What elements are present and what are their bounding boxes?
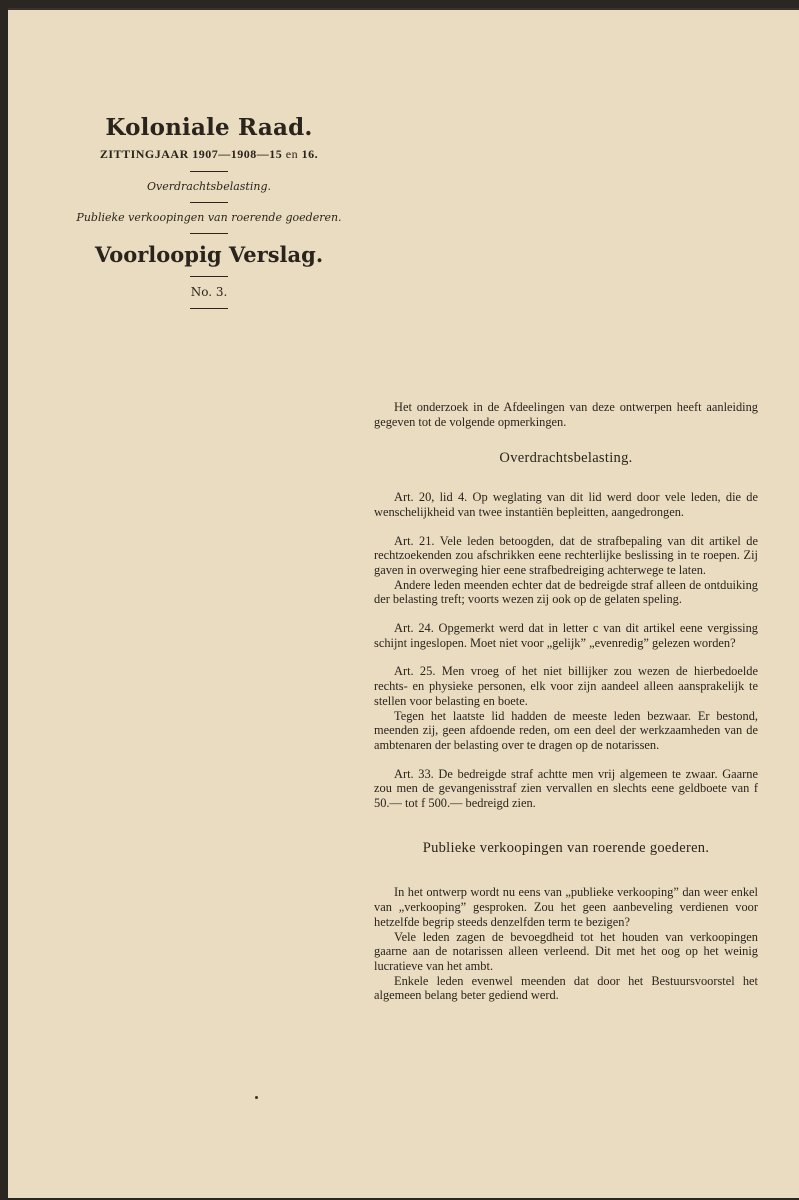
subject-public-sales: Publieke verkoopingen van roerende goederen. [76, 211, 342, 224]
section-title-public-sales: Publieke verkoopingen van roerende goederen. [422, 839, 710, 856]
document-number: No. 3. [190, 285, 228, 299]
title-block [68, 8, 350, 317]
section-title-transfer-tax: Overdrachtsbelasting. [499, 450, 633, 467]
ink-speck [255, 1096, 258, 1099]
art25-followup: Tegen het laatste lid hadden de meeste leden bezwaar. Er bestond, meenden zij, geen afdoende reden, om een deel der werkzaamheden van de ambtenaren der belasting over te dragen op de notarissen. [374, 708, 758, 752]
art20-paragraph: Art. 20, lid 4. Op weglating van dit lid werd door vele leden, die de wenschelijkheid van twee instantiën bepleitten, aangedrongen. [374, 490, 758, 519]
session-years: ZITTINGJAAR 1907—1908—15 [99, 147, 283, 161]
report-body [374, 400, 758, 1003]
council-title: Koloniale Raad. [105, 114, 313, 141]
art24-paragraph: Art. 24. Opgemerkt werd dat in letter c van dit artikel eene vergissing schijnt ingeslopen. Moet niet voor „gelijk” „evenredig” gelezen worden? [374, 621, 758, 650]
public-sales-paragraph-2: Vele leden zagen de bevoegdheid tot het houden van verkoopingen gaarne aan de notarissen alleen verleend. Dit met het oog op het weinig lucratieve van het ambt. [374, 929, 758, 973]
divider-rule [190, 308, 228, 309]
art33-paragraph: Art. 33. De bedreigde straf achtte men vrij algemeen te zwaar. Gaarne zou men de gevangenisstraf zien vervallen en slechts eene geldboete van f 50.— tot f 500.— bedreigd zien. [374, 766, 758, 811]
public-sales-paragraph-1: In het ontwerp wordt nu eens van „publieke verkooping” dan weer enkel van „verkooping” gesproken. Zou het geen aanbeveling verdienen voor hetzelfde begrip steeds denzelfden term te bezigen? [374, 885, 758, 929]
subject-transfer-tax: Overdrachtsbelasting. [146, 180, 271, 193]
session-line [68, 147, 350, 162]
document-page [8, 8, 799, 1198]
divider-rule [190, 202, 228, 203]
art21-followup: Andere leden meenden echter dat de bedreigde straf alleen de ontduiking der belasting treft; voorts wezen zij ook op de gelaten speling. [374, 577, 758, 607]
public-sales-paragraph-3: Enkele leden evenwel meenden dat door het Bestuursvoorstel het algemeen belang beter gediend werd. [374, 973, 758, 1003]
intro-paragraph: Het onderzoek in de Afdeelingen van deze ontwerpen heeft aanleiding gegeven tot de volgende opmerkingen. [374, 400, 758, 429]
session-en: en [285, 147, 299, 161]
report-title: Voorloopig Verslag. [94, 242, 324, 267]
divider-rule [190, 233, 228, 234]
divider-rule [190, 276, 228, 277]
art21-paragraph: Art. 21. Vele leden betoogden, dat de strafbepaling van dit artikel de rechtzoekenden zou afschrikken eene rechterlijke beslissing in te roepen. Zij gaven in overweging hier eene strafbedreiging achterwege te laten. [374, 533, 758, 577]
art25-paragraph: Art. 25. Men vroeg of het niet billijker zou wezen de hierbedoelde rechts- en physieke personen, elk voor zijn aandeel alleen aansprakelijk te stellen voor belasting en boete. [374, 664, 758, 708]
divider-rule [190, 171, 228, 172]
session-number: 16. [301, 147, 319, 161]
